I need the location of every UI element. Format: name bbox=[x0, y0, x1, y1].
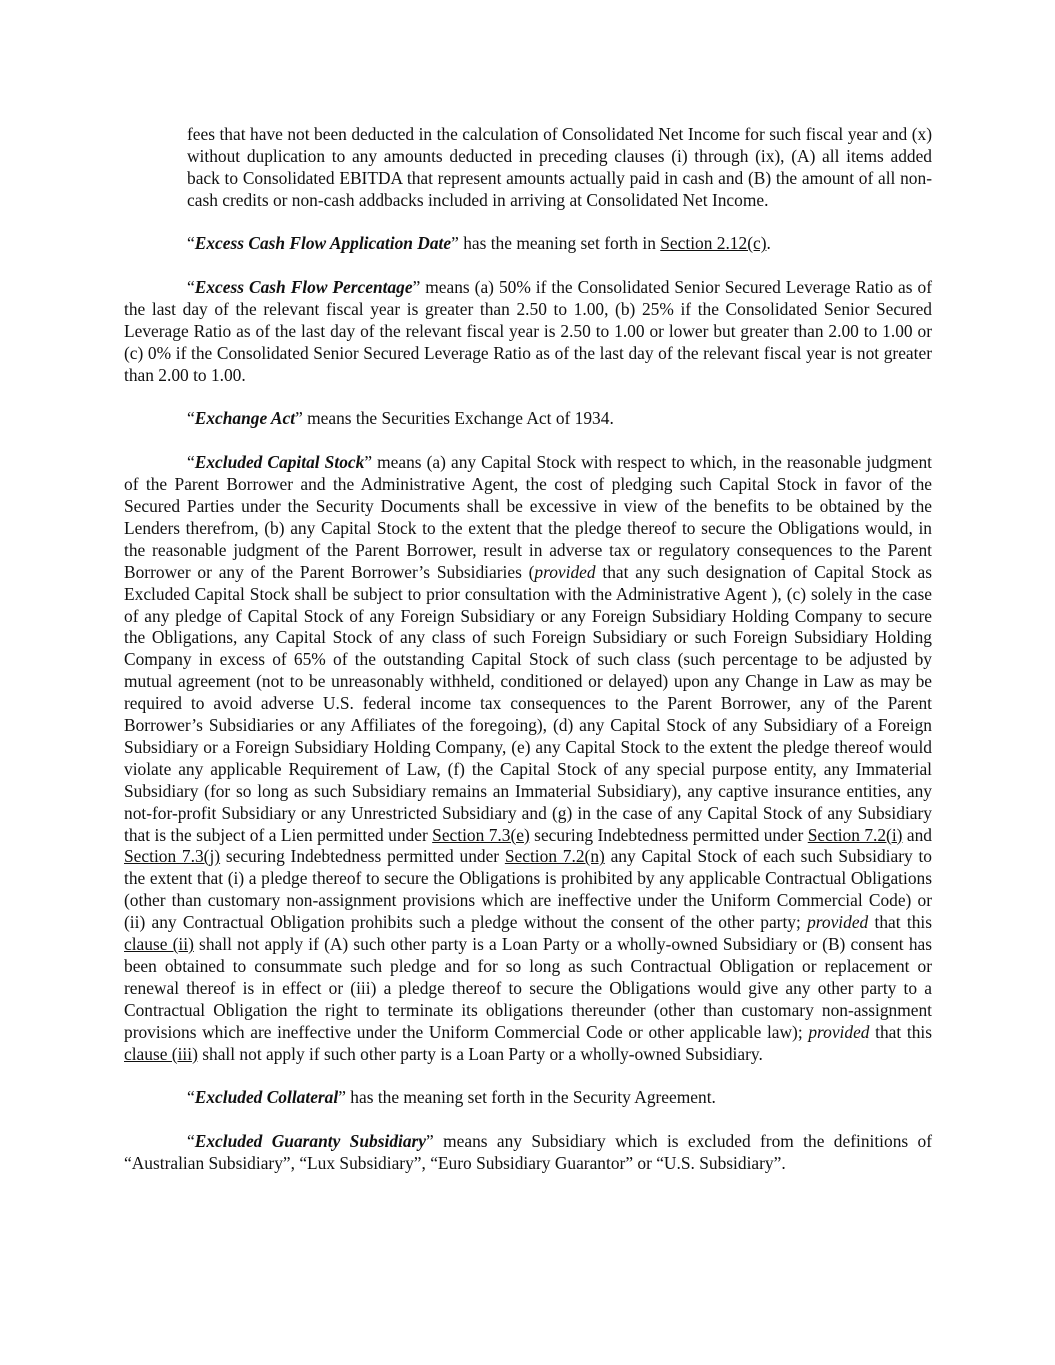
open-quote: “ bbox=[187, 1131, 195, 1152]
open-quote: “ bbox=[187, 233, 195, 254]
defined-term: Excluded Collateral bbox=[194, 1087, 339, 1108]
section-reference-link[interactable]: Section 7.2(i) bbox=[807, 824, 903, 845]
definition-excess-cash-flow-application-date bbox=[124, 233, 932, 255]
definition-text: ” means any Subsidiary which is excluded from the definitions of “Australian Subsidiary”, “Lux Subsidiary”, “Euro Subsidiary Guarantor” or “U.S. Subsidiary”. bbox=[124, 1131, 933, 1173]
italic-proviso: provided bbox=[534, 561, 596, 582]
definition-text: securing Indebtedness permitted under bbox=[529, 824, 808, 845]
definition-excluded-guaranty-subsidiary bbox=[124, 1131, 932, 1175]
definition-text: that this bbox=[869, 1021, 932, 1042]
definition-text: ” means the Securities Exchange Act of 1934. bbox=[295, 408, 614, 429]
clause-reference-link[interactable]: clause (ii) bbox=[124, 934, 194, 955]
defined-term: Excess Cash Flow Application Date bbox=[194, 233, 452, 254]
definition-text: that any such designation of Capital Stock as Excluded Capital Stock shall be subject to prior consultation with the Administrative Agent ), (c) solely in the case of any pledge of Capital Stock of any Foreign Subsidiary or any Foreign Subsidiary Holding Company to secure the Obligations, any Capital Stock of any class of such Foreign Subsidiary or such Foreign Subsidiary Holding Company in excess of 65% of the outstanding Capital Stock of such class (such percentage to be adjusted by mutual agreement (not to be unreasonably withheld, conditioned or delayed) upon any Change in Law as may be required to avoid adverse U.S. federal income tax consequences to the Parent Borrower, any of the Parent Borrower’s Subsidiaries or any Affiliates of the foregoing), (d) any Capital Stock of any Subsidiary of a Foreign Subsidiary or a Foreign Subsidiary Holding Company, (e) any Capital Stock to the extent the pledge thereof would violate any applicable Requirement of Law, (f) the Capital Stock of any special purpose entity, any Immaterial Subsidiary (for so long as such Subsidiary remains an Immaterial Subsidiary), any captive insurance entities, any not-for-profit Subsidiary or any Unrestricted Subsidiary and (g) in the case of any Capital Stock of any Subsidiary that is the subject of a Lien permitted under bbox=[124, 561, 932, 845]
document-page bbox=[124, 124, 932, 1197]
clause-reference-link[interactable]: clause (iii) bbox=[124, 1043, 198, 1064]
paragraph-continuation: fees that have not been deducted in the calculation of Consolidated Net Income for such fiscal year and (x) without duplication to any amounts deducted in preceding clauses (i) through (ix), (A) all items added back to Consolidated EBITDA that represent amounts actually paid in cash and (B) the amount of all non-cash credits or non-cash addbacks included in arriving at Consolidated Net Income. bbox=[187, 124, 932, 210]
open-quote: “ bbox=[187, 408, 195, 429]
definition-exchange-act bbox=[124, 408, 932, 430]
definition-text: ” means (a) 50% if the Consolidated Senior Secured Leverage Ratio as of the last day of the relevant fiscal year is greater than 2.50 to 1.00, (b) 25% if the Consolidated Senior Secured Leverage Ratio as of the last day of the relevant fiscal year is 2.50 to 1.00 or lower but greater than 2.00 to 1.00 or (c) 0% if the Consolidated Senior Secured Leverage Ratio as of the last day of the relevant fiscal year is not greater than 2.00 to 1.00. bbox=[124, 277, 932, 385]
defined-term: Excess Cash Flow Percentage bbox=[194, 277, 413, 298]
definition-text: shall not apply if such other party is a Loan Party or a wholly-owned Subsidiary. bbox=[197, 1043, 763, 1064]
italic-proviso: provided bbox=[807, 912, 869, 933]
definition-text: and bbox=[902, 824, 932, 845]
definition-excluded-capital-stock bbox=[124, 452, 932, 1065]
open-quote: “ bbox=[187, 1087, 195, 1108]
definition-text: ” has the meaning set forth in bbox=[451, 233, 661, 254]
definition-text: that this bbox=[868, 912, 932, 933]
defined-term: Exchange Act bbox=[194, 408, 296, 429]
section-reference-link[interactable]: Section 2.12(c) bbox=[660, 233, 767, 254]
definition-text: . bbox=[766, 233, 771, 254]
section-reference-link[interactable]: Section 7.3(e) bbox=[432, 824, 530, 845]
section-reference-link[interactable]: Section 7.2(n) bbox=[504, 846, 605, 867]
definition-text: any Capital Stock of each such Subsidiary to the extent that (i) a pledge thereof to secure the Obligations is prohibited by any applicable Contractual Obligations (other than customary non-assignment provisions which are ineffective under the Uniform Commercial Code) or (ii) any Contractual Obligation prohibits such a pledge without the consent of the other party; bbox=[124, 846, 933, 933]
definition-text: shall not apply if (A) such other party is a Loan Party or a wholly-owned Subsidiary or (B) consent has been obtained to consummate such pledge and for so long as such Contractual Obligation or replacement or renewal thereof is in effect or (iii) a pledge thereof to secure the Obligations would give any other party to a Contractual Obligation the right to terminate its obligations thereunder (other than customary non-assignment provisions which are ineffective under the Uniform Commercial Code or other applicable law); bbox=[124, 934, 932, 1042]
definition-text: securing Indebtedness permitted under bbox=[220, 846, 505, 867]
definition-text: ” has the meaning set forth in the Security Agreement. bbox=[338, 1087, 716, 1108]
defined-term: Excluded Capital Stock bbox=[194, 452, 365, 473]
open-quote: “ bbox=[187, 452, 195, 473]
definition-text: ” means (a) any Capital Stock with respect to which, in the reasonable judgment of the Parent Borrower and the Administrative Agent, the cost of pledging such Capital Stock in favor of the Secured Parties under the Security Documents shall be excessive in view of the benefits to be obtained by the Lenders therefrom, (b) any Capital Stock to the extent that the pledge thereof to secure the Obligations would, in the reasonable judgment of the Parent Borrower, result in adverse tax or regulatory consequences to the Parent Borrower or any of the Parent Borrower’s Subsidiaries ( bbox=[124, 452, 932, 582]
section-reference-link[interactable]: Section 7.3(j) bbox=[124, 846, 221, 867]
definition-excluded-collateral bbox=[124, 1087, 932, 1109]
definition-excess-cash-flow-percentage bbox=[124, 277, 932, 387]
open-quote: “ bbox=[187, 277, 195, 298]
defined-term: Excluded Guaranty Subsidiary bbox=[194, 1131, 427, 1152]
italic-proviso: provided bbox=[808, 1021, 870, 1042]
